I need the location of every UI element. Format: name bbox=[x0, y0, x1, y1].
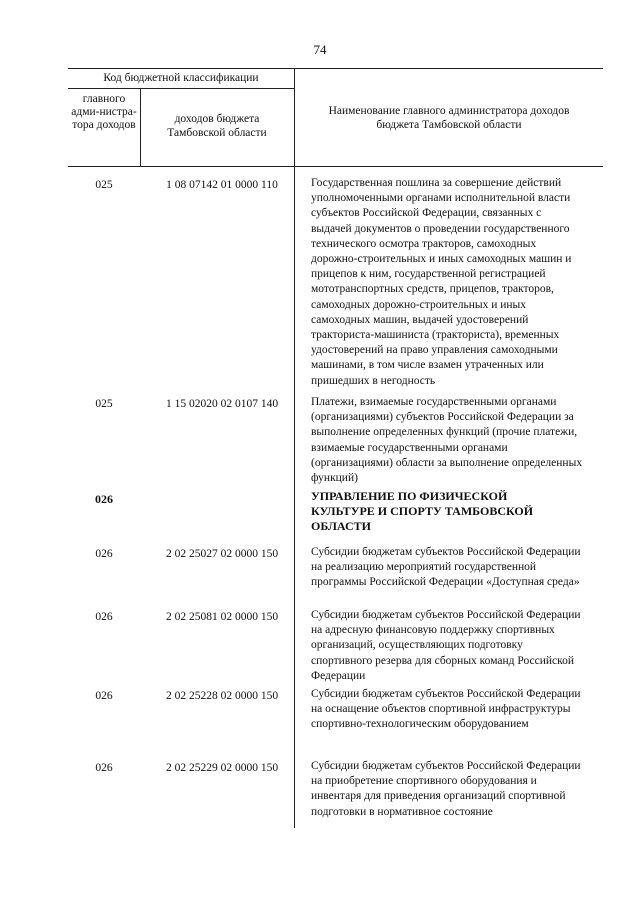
header-col-name: Наименование главного администратора доходов бюджета Тамбовской области bbox=[328, 105, 570, 131]
income-code: 1 15 02020 02 0107 140 bbox=[165, 398, 279, 410]
administrator-name: Субсидии бюджетам субъектов Российской Федерации на приобретение спортивного оборудования и инвентаря для приведения организаций спортивной подготовки в нормативное состояние bbox=[311, 760, 581, 818]
administrator-name: Субсидии бюджетам субъектов Российской Федерации на реализацию мероприятий государственной программы Российской Федерации «Доступная среда» bbox=[311, 546, 581, 589]
income-code: 2 02 25228 02 0000 150 bbox=[165, 690, 279, 702]
income-code: 2 02 25229 02 0000 150 bbox=[165, 762, 279, 774]
admin-code: 026 bbox=[95, 548, 113, 560]
administrator-name: Субсидии бюджетам субъектов Российской Федерации на адресную финансовую поддержку спортивных организаций, осуществляющих подготовку спортивного резерва для сборных команд Российской Федерации bbox=[311, 609, 581, 682]
administrator-name: Государственная пошлина за совершение действий уполномоченными органами исполнительной власти субъектов Российской Федерации, связанных с выдачей документов о проведении государственного технического осмотра тракторов, самоходных дорожно-строительных и иных самоходных машин и прицепов к ним, государственной регистрацией мототранспортных средств, прицепов, тракторов, самоходных дорожно-строительных и иных самоходных машин, выдачей удостоверений тракториста-машиниста (тракториста), временных удостоверений на право управления самоходными машинами, в том числе взамен утраченных или пришедших в негодность bbox=[311, 177, 572, 387]
income-code: 2 02 25081 02 0000 150 bbox=[165, 611, 279, 623]
column-divider-1 bbox=[140, 89, 141, 166]
administrator-name: Субсидии бюджетам субъектов Российской Федерации на оснащение объектов спортивной инфраструктуры спортивно-технологическим оборудованием bbox=[311, 688, 581, 731]
header-col-income: доходов бюджета Тамбовской области bbox=[167, 113, 267, 139]
header-col-admin: главного адми-нистра-тора доходов bbox=[71, 93, 137, 131]
admin-code: 026 bbox=[95, 492, 113, 506]
administrator-name: Платежи, взимаемые государственными органами (организациями) субъектов Российской Федерации за выполнение определенных функций (прочие платежи, взимаемые государственными органами (организациями) области за выполнение определенных функций) bbox=[311, 396, 583, 485]
header-divider bbox=[68, 88, 294, 89]
admin-code: 026 bbox=[95, 762, 113, 774]
page-number: 74 bbox=[313, 42, 327, 57]
section-heading: УПРАВЛЕНИЕ ПО ФИЗИЧЕСКОЙ КУЛЬТУРЕ И СПОРТУ ТАМБОВСКОЙ ОБЛАСТИ bbox=[311, 489, 534, 533]
header-group-title: Код бюджетной классификации bbox=[103, 72, 259, 84]
table-top-border bbox=[68, 68, 603, 69]
income-code: 2 02 25027 02 0000 150 bbox=[165, 548, 279, 560]
admin-code: 025 bbox=[95, 179, 113, 191]
admin-code: 025 bbox=[95, 398, 113, 410]
admin-code: 026 bbox=[95, 611, 113, 623]
income-code: 1 08 07142 01 0000 110 bbox=[166, 179, 278, 191]
admin-code: 026 bbox=[95, 690, 113, 702]
header-bottom-border bbox=[68, 166, 603, 167]
